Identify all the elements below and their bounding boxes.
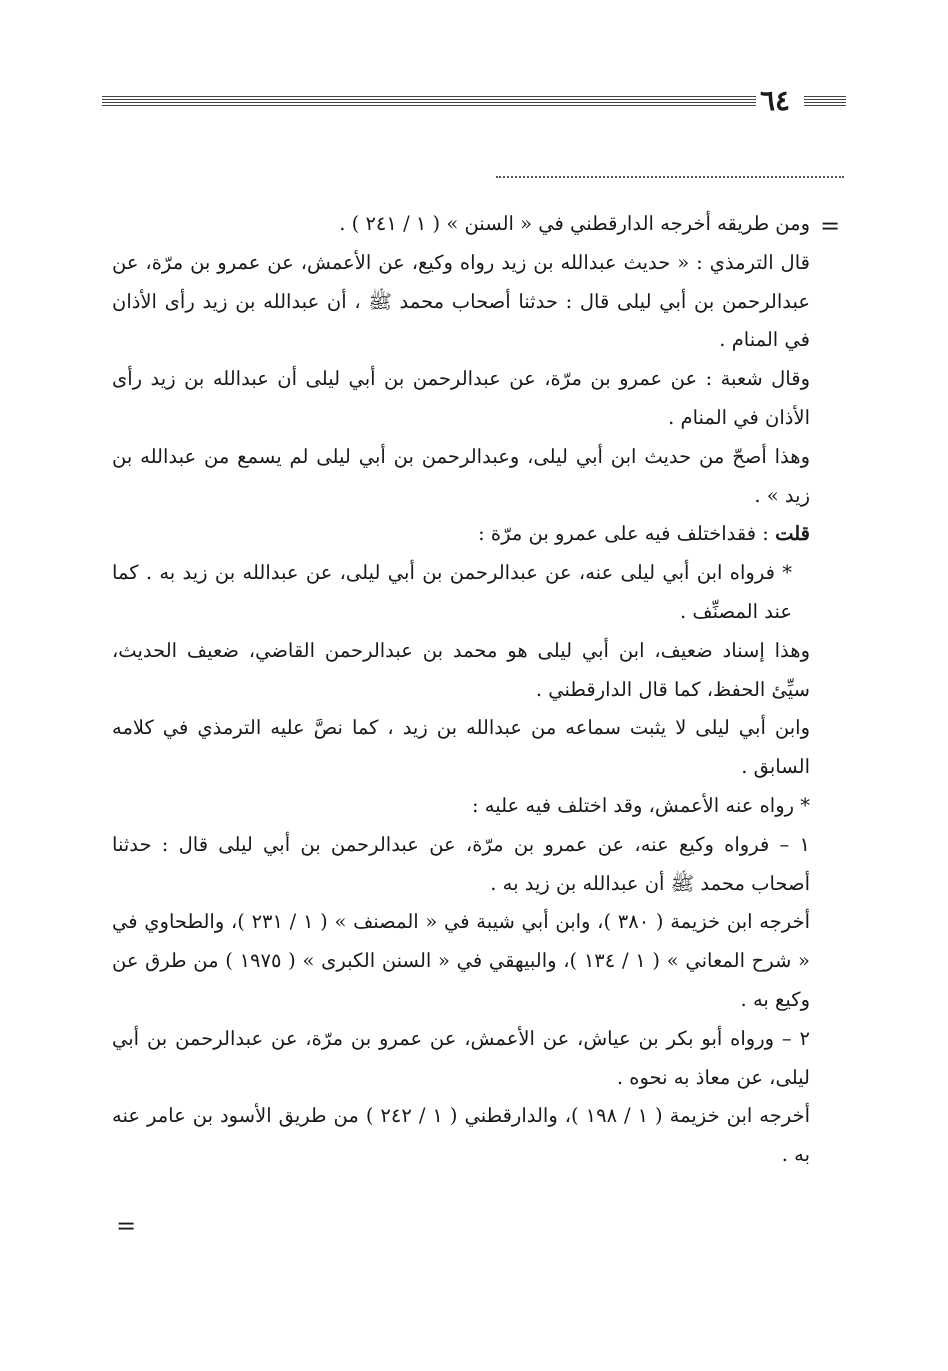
page-number: ٦٤ bbox=[759, 84, 791, 117]
paragraph: وقال شعبة : عن عمرو بن مرّة، عن عبدالرحمن بن أبي ليلى أن عبدالله بن زيد رأى الأذان في المنام . bbox=[112, 367, 810, 429]
paragraph: * رواه عنه الأعمش، وقد اختلف فيه عليه : bbox=[471, 793, 810, 817]
paragraph-qult bbox=[112, 515, 810, 554]
qult-lead: قلت bbox=[775, 522, 810, 546]
header-rule-right bbox=[804, 96, 846, 108]
paragraph: أخرجه ابن خزيمة ( ١ / ١٩٨ )، والدارقطني ( ١ / ٢٤٢ ) من طريق الأسود بن عامر عنه به . bbox=[112, 1104, 811, 1167]
paragraph: ٢ – ورواه أبو بكر بن عياش، عن الأعمش، عن عمرو بن مرّة، عن عبدالرحمن بن أبي ليلى، عن معاذ به نحوه . bbox=[112, 1026, 810, 1089]
header-rule-left bbox=[102, 96, 756, 108]
continuation-mark-top: = bbox=[820, 212, 841, 240]
paragraph: ومن طريقه أخرجه الدارقطني في « السنن » ( ١ / ٢٤١ ) . bbox=[339, 212, 810, 235]
paragraph: وابن أبي ليلى لا يثبت سماعه من عبدالله بن زيد ، كما نصَّ عليه الترمذي في كلامه السابق . bbox=[112, 716, 810, 779]
paragraph: وهذا أصحّ من حديث ابن أبي ليلى، وعبدالرحمن بن أبي ليلى لم يسمع من عبدالله بن زيد » . bbox=[112, 444, 810, 507]
paragraph: ١ – فرواه وكيع عنه، عن عمرو بن مرّة، عن عبدالرحمن بن أبي ليلى قال : حدثنا أصحاب محمد ﷺ أن عبدالله بن زيد به . bbox=[112, 832, 810, 895]
paragraph: وهذا إسناد ضعيف، ابن أبي ليلى هو محمد بن عبدالرحمن القاضي، ضعيف الحديث، سيِّئ الحفظ، كما قال الدارقطني . bbox=[112, 638, 810, 701]
footnote-separator bbox=[496, 176, 844, 178]
continuation-mark-bottom: = bbox=[116, 1212, 137, 1240]
paragraph: قال الترمذي : « حديث عبدالله بن زيد رواه وكيع، عن الأعمش، عن عمرو بن مرّة، عن عبدالرحمن بن أبي ليلى قال : حدثنا أصحاب محمد ﷺ ، أن عبدالله بن زيد رأى الأذان في المنام . bbox=[112, 250, 810, 352]
page-header bbox=[102, 86, 846, 120]
paragraph: أخرجه ابن خزيمة ( ٣٨٠ )، وابن أبي شيبة في « المصنف » ( ١ / ٢٣١ )، والطحاوي في « شرح المعاني » ( ١ / ١٣٤ )، والبيهقي في « السنن الكبرى » ( ١٩٧٥ ) من طرق عن وكيع به . bbox=[112, 910, 810, 1011]
qult-text: : فقداختلف فيه على عمرو بن مرّة : bbox=[478, 522, 776, 546]
paragraph: * فرواه ابن أبي ليلى عنه، عن عبدالرحمن بن أبي ليلى، عن عبدالله بن زيد به . كما عند المصنِّف . bbox=[112, 561, 792, 623]
footnote-text bbox=[112, 205, 810, 1175]
